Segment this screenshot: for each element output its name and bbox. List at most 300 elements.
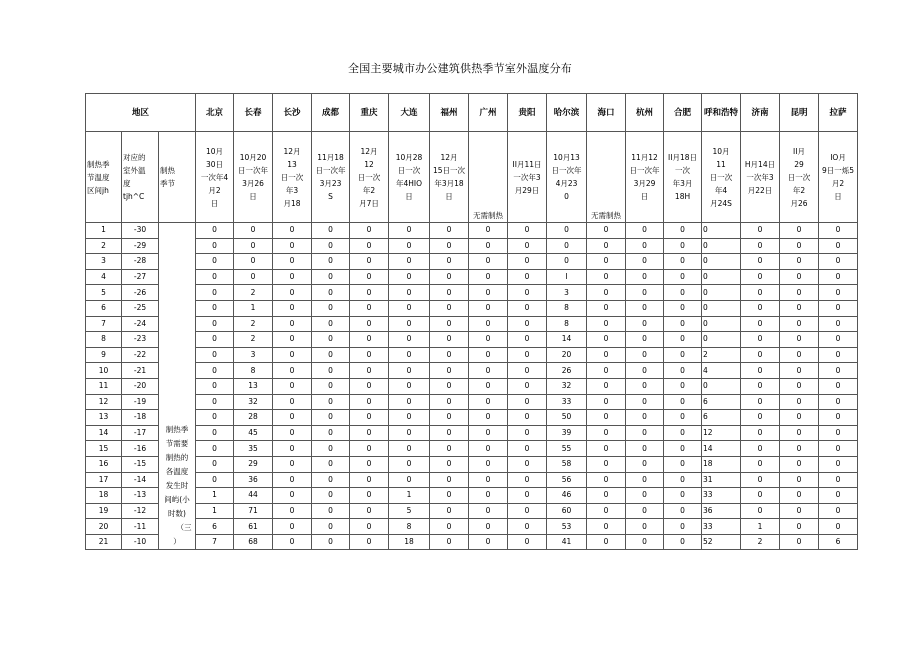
hours-cell: 0	[780, 503, 819, 519]
hours-cell: 0	[273, 316, 312, 332]
hours-cell: 0	[273, 332, 312, 348]
hours-cell: 0	[587, 347, 626, 363]
hours-cell: 0	[196, 332, 234, 348]
hours-cell: 18	[389, 534, 430, 550]
hours-cell: 0	[780, 472, 819, 488]
hours-cell: 0	[626, 269, 664, 285]
hours-cell: 0	[664, 316, 702, 332]
outdoor-temperature: -28	[122, 254, 159, 270]
table-row	[86, 347, 858, 363]
hours-cell: 0	[626, 519, 664, 535]
hours-cell: 0	[780, 254, 819, 270]
hours-cell: 0	[469, 223, 508, 239]
hours-cell: 0	[389, 223, 430, 239]
heating-period-cell: 无需制热	[587, 132, 626, 223]
hours-cell: 0	[350, 254, 389, 270]
hours-cell: 0	[469, 363, 508, 379]
hours-cell: 6	[702, 410, 741, 426]
hours-cell: 0	[273, 285, 312, 301]
hours-cell: 0	[234, 223, 273, 239]
hours-cell: 0	[312, 456, 350, 472]
city-header: 大连	[389, 94, 430, 132]
hours-cell: 33	[702, 488, 741, 504]
heating-period-cell: 无需制热	[469, 132, 508, 223]
heating-season-description: 制热季 节需要 制热的 各温度 发生时 间屿(小 时数) （三 ）	[159, 223, 196, 550]
hours-cell: 0	[508, 332, 547, 348]
hours-cell: 2	[234, 316, 273, 332]
hours-cell: 0	[587, 394, 626, 410]
hours-cell: 0	[312, 519, 350, 535]
hours-cell: 0	[196, 441, 234, 457]
hours-cell: 0	[702, 300, 741, 316]
hours-cell: 0	[819, 332, 858, 348]
hours-cell: 0	[196, 410, 234, 426]
hours-cell: 0	[312, 472, 350, 488]
city-header: 济南	[741, 94, 780, 132]
hours-cell: 0	[780, 441, 819, 457]
hours-cell: 0	[626, 488, 664, 504]
hours-cell: 0	[626, 316, 664, 332]
hours-cell: 5	[389, 503, 430, 519]
city-header: 成都	[312, 94, 350, 132]
hours-cell: 0	[626, 394, 664, 410]
hours-cell: 0	[587, 316, 626, 332]
hours-cell: 0	[780, 394, 819, 410]
hours-cell: 0	[389, 254, 430, 270]
hours-cell: 0	[196, 347, 234, 363]
hours-cell: 0	[350, 363, 389, 379]
document-title: 全国主要城市办公建筑供热季节室外温度分布	[348, 62, 572, 75]
hours-cell: 0	[273, 456, 312, 472]
hours-cell: 0	[508, 472, 547, 488]
hours-cell: 0	[508, 394, 547, 410]
hours-cell: 0	[273, 503, 312, 519]
hours-cell: 0	[196, 223, 234, 239]
interval-index: 12	[86, 394, 122, 410]
hours-cell: 0	[389, 410, 430, 426]
hours-cell: 0	[469, 519, 508, 535]
hours-cell: 0	[508, 456, 547, 472]
hours-cell: 0	[196, 363, 234, 379]
hours-cell: 0	[273, 300, 312, 316]
outdoor-temperature: -14	[122, 472, 159, 488]
hours-cell: 0	[702, 269, 741, 285]
hours-cell: 0	[626, 238, 664, 254]
interval-index: 4	[86, 269, 122, 285]
hours-cell: 0	[664, 503, 702, 519]
hours-cell: 0	[741, 456, 780, 472]
heating-period-cell: H月14日 一次年3 月22日	[741, 132, 780, 223]
hours-cell: 1	[196, 503, 234, 519]
hours-cell: 0	[469, 254, 508, 270]
hours-cell: 0	[350, 332, 389, 348]
city-header: 合肥	[664, 94, 702, 132]
hours-cell: 0	[469, 410, 508, 426]
hours-cell: 0	[430, 378, 469, 394]
heating-period-cell: II月18日 一次 年3月 18H	[664, 132, 702, 223]
hours-cell: 0	[196, 425, 234, 441]
hours-cell: 0	[819, 269, 858, 285]
hours-cell: 0	[702, 332, 741, 348]
city-header: 昆明	[780, 94, 819, 132]
hours-cell: 0	[430, 254, 469, 270]
hours-cell: 0	[780, 456, 819, 472]
hours-cell: 0	[508, 519, 547, 535]
interval-index: 8	[86, 332, 122, 348]
hours-cell: 0	[819, 254, 858, 270]
outdoor-temperature: -12	[122, 503, 159, 519]
hours-cell: 0	[508, 441, 547, 457]
heating-period-cell: 12月 13 日一次 年3 月18	[273, 132, 312, 223]
hours-cell: 2	[234, 285, 273, 301]
hours-cell: 0	[430, 332, 469, 348]
heating-period-cell: 10月 11 日一次 年4 月24S	[702, 132, 741, 223]
heating-period-cell: 10月28 日一次 年4HIO 日	[389, 132, 430, 223]
hours-cell: 0	[587, 503, 626, 519]
hours-cell: 0	[587, 378, 626, 394]
hours-cell: 0	[780, 347, 819, 363]
hours-cell: 0	[196, 269, 234, 285]
hours-cell: 0	[312, 254, 350, 270]
city-header: 长春	[234, 94, 273, 132]
interval-index: 10	[86, 363, 122, 379]
hours-cell: 0	[587, 441, 626, 457]
hours-cell: 0	[469, 534, 508, 550]
table-row	[86, 488, 858, 504]
hours-cell: 0	[312, 378, 350, 394]
table-row	[86, 519, 858, 535]
hours-cell: 0	[430, 300, 469, 316]
hours-cell: 33	[702, 519, 741, 535]
hours-cell: 0	[626, 363, 664, 379]
table-row	[86, 503, 858, 519]
hours-cell: 14	[702, 441, 741, 457]
hours-cell: 33	[547, 394, 587, 410]
hours-cell: 0	[469, 238, 508, 254]
hours-cell: 0	[430, 488, 469, 504]
hours-cell: 0	[389, 300, 430, 316]
hours-cell: 0	[664, 254, 702, 270]
hours-cell: 0	[819, 425, 858, 441]
table-row	[86, 332, 858, 348]
hours-cell: 0	[664, 441, 702, 457]
hours-cell: 0	[273, 534, 312, 550]
hours-cell: 0	[312, 363, 350, 379]
heating-period-cell: II月 29 日一次 年2 月26	[780, 132, 819, 223]
city-header: 贵阳	[508, 94, 547, 132]
hours-cell: 0	[350, 503, 389, 519]
hours-cell: 0	[664, 332, 702, 348]
interval-index: 16	[86, 456, 122, 472]
hours-cell: 6	[702, 394, 741, 410]
hours-cell: 0	[780, 332, 819, 348]
outdoor-temperature: -11	[122, 519, 159, 535]
hours-cell: 0	[312, 347, 350, 363]
hours-cell: 3	[234, 347, 273, 363]
hours-cell: 0	[312, 488, 350, 504]
hours-cell: 0	[430, 534, 469, 550]
hours-cell: 0	[626, 223, 664, 239]
hours-cell: 0	[312, 316, 350, 332]
hours-cell: 0	[196, 316, 234, 332]
hours-cell: 0	[664, 519, 702, 535]
hours-cell: 0	[587, 519, 626, 535]
outdoor-temperature: -20	[122, 378, 159, 394]
hours-cell: 0	[780, 363, 819, 379]
table-row	[86, 363, 858, 379]
hours-cell: 0	[312, 238, 350, 254]
hours-cell: 0	[587, 472, 626, 488]
hours-cell: 60	[547, 503, 587, 519]
hours-cell: 0	[273, 472, 312, 488]
hours-cell: 0	[389, 285, 430, 301]
hours-cell: 0	[508, 285, 547, 301]
hours-cell: 0	[273, 254, 312, 270]
table-row	[86, 534, 858, 550]
hours-cell: 2	[234, 332, 273, 348]
table-row	[86, 410, 858, 426]
hours-cell: 68	[234, 534, 273, 550]
hours-cell: 0	[741, 488, 780, 504]
interval-col-label: 制热季 节温度 区间jh	[86, 132, 122, 223]
hours-cell: 0	[741, 363, 780, 379]
interval-index: 18	[86, 488, 122, 504]
hours-cell: 0	[273, 519, 312, 535]
hours-cell: 0	[234, 238, 273, 254]
hours-cell: 0	[430, 456, 469, 472]
table-row	[86, 472, 858, 488]
hours-cell: 0	[702, 238, 741, 254]
hours-cell: 0	[389, 425, 430, 441]
hours-cell: 0	[350, 534, 389, 550]
hours-cell: 0	[702, 285, 741, 301]
hours-cell: 0	[780, 316, 819, 332]
hours-cell: 0	[196, 378, 234, 394]
outdoor-temperature: -21	[122, 363, 159, 379]
hours-cell: 0	[469, 425, 508, 441]
interval-index: 19	[86, 503, 122, 519]
temperature-table	[85, 93, 858, 550]
hours-cell: 0	[312, 503, 350, 519]
hours-cell: 0	[350, 238, 389, 254]
hours-cell: 0	[702, 378, 741, 394]
hours-cell: 36	[702, 503, 741, 519]
hours-cell: 0	[430, 472, 469, 488]
outdoor-temperature: -18	[122, 410, 159, 426]
hours-cell: 0	[312, 425, 350, 441]
hours-cell: 0	[469, 488, 508, 504]
hours-cell: 0	[819, 238, 858, 254]
hours-cell: 0	[664, 285, 702, 301]
hours-cell: 0	[547, 223, 587, 239]
hours-cell: 0	[626, 410, 664, 426]
temperature-col-label: 对应的 室外温 度 tjh^C	[122, 132, 159, 223]
hours-cell: 0	[508, 378, 547, 394]
hours-cell: 58	[547, 456, 587, 472]
hours-cell: 0	[547, 254, 587, 270]
hours-cell: 0	[780, 378, 819, 394]
hours-cell: 0	[664, 534, 702, 550]
hours-cell: 0	[626, 347, 664, 363]
hours-cell: 0	[587, 363, 626, 379]
hours-cell: 0	[196, 456, 234, 472]
hours-cell: 0	[469, 332, 508, 348]
hours-cell: 0	[508, 347, 547, 363]
hours-cell: 0	[508, 410, 547, 426]
hours-cell: 0	[273, 441, 312, 457]
hours-cell: 8	[389, 519, 430, 535]
hours-cell: 0	[350, 425, 389, 441]
hours-cell: 36	[234, 472, 273, 488]
hours-cell: 0	[780, 519, 819, 535]
hours-cell: 3	[547, 285, 587, 301]
hours-cell: 0	[350, 472, 389, 488]
outdoor-temperature: -23	[122, 332, 159, 348]
hours-cell: 1	[196, 488, 234, 504]
hours-cell: 0	[702, 254, 741, 270]
hours-cell: 0	[469, 269, 508, 285]
hours-cell: 0	[312, 441, 350, 457]
outdoor-temperature: -22	[122, 347, 159, 363]
hours-cell: 0	[780, 223, 819, 239]
hours-cell: 0	[469, 316, 508, 332]
hours-cell: 2	[702, 347, 741, 363]
hours-cell: 0	[819, 363, 858, 379]
hours-cell: 0	[508, 316, 547, 332]
hours-cell: 0	[664, 300, 702, 316]
hours-cell: 1	[741, 519, 780, 535]
hours-cell: 0	[469, 347, 508, 363]
hours-cell: 0	[273, 488, 312, 504]
hours-cell: 0	[469, 441, 508, 457]
hours-cell: 0	[350, 347, 389, 363]
hours-cell: 0	[587, 300, 626, 316]
hours-cell: 0	[430, 238, 469, 254]
hours-cell: 0	[587, 238, 626, 254]
interval-index: 9	[86, 347, 122, 363]
heating-period-cell: 11月18 日一次年 3月23 S	[312, 132, 350, 223]
hours-cell: 7	[196, 534, 234, 550]
hours-cell: 0	[587, 332, 626, 348]
interval-index: 13	[86, 410, 122, 426]
hours-cell: 0	[664, 363, 702, 379]
hours-cell: 0	[780, 285, 819, 301]
city-header: 北京	[196, 94, 234, 132]
hours-cell: 0	[350, 519, 389, 535]
hours-cell: 0	[234, 269, 273, 285]
hours-cell: 6	[819, 534, 858, 550]
hours-cell: 0	[312, 332, 350, 348]
hours-cell: 0	[508, 300, 547, 316]
table-row	[86, 441, 858, 457]
hours-cell: 29	[234, 456, 273, 472]
hours-cell: 0	[350, 410, 389, 426]
hours-cell: 0	[196, 238, 234, 254]
hours-cell: 0	[430, 316, 469, 332]
hours-cell: 0	[508, 363, 547, 379]
hours-cell: 0	[273, 238, 312, 254]
hours-cell: 6	[196, 519, 234, 535]
hours-cell: 0	[312, 300, 350, 316]
hours-cell: 0	[741, 332, 780, 348]
hours-cell: 0	[196, 300, 234, 316]
hours-cell: 0	[587, 223, 626, 239]
interval-index: 21	[86, 534, 122, 550]
hours-cell: 28	[234, 410, 273, 426]
outdoor-temperature: -19	[122, 394, 159, 410]
city-header: 海口	[587, 94, 626, 132]
hours-cell: 8	[547, 316, 587, 332]
hours-cell: 0	[664, 394, 702, 410]
hours-cell: 0	[389, 394, 430, 410]
hours-cell: 0	[430, 394, 469, 410]
hours-cell: 31	[702, 472, 741, 488]
hours-cell: 41	[547, 534, 587, 550]
hours-cell: 2	[741, 534, 780, 550]
heating-period-cell: 10月20 日一次年 3月26 日	[234, 132, 273, 223]
table-row	[86, 300, 858, 316]
hours-cell: 0	[196, 394, 234, 410]
hours-cell: 0	[273, 363, 312, 379]
hours-cell: 0	[389, 347, 430, 363]
hours-cell: 0	[780, 410, 819, 426]
hours-cell: 32	[234, 394, 273, 410]
interval-index: 7	[86, 316, 122, 332]
heating-period-cell: 11月12 日一次年 3月29 日	[626, 132, 664, 223]
hours-cell: 0	[664, 488, 702, 504]
hours-cell: 4	[702, 363, 741, 379]
outdoor-temperature: -24	[122, 316, 159, 332]
hours-cell: 14	[547, 332, 587, 348]
hours-cell: 0	[389, 441, 430, 457]
table-row	[86, 425, 858, 441]
hours-cell: 0	[741, 316, 780, 332]
outdoor-temperature: -30	[122, 223, 159, 239]
hours-cell: 0	[430, 347, 469, 363]
hours-cell: 52	[702, 534, 741, 550]
hours-cell: 0	[587, 410, 626, 426]
hours-cell: 0	[196, 472, 234, 488]
hours-cell: 0	[469, 472, 508, 488]
hours-cell: 1	[389, 488, 430, 504]
hours-cell: 0	[273, 223, 312, 239]
hours-cell: 0	[741, 410, 780, 426]
city-header: 福州	[430, 94, 469, 132]
heating-period-cell: IO月 9日一烁5 月2 日	[819, 132, 858, 223]
hours-cell: 0	[626, 285, 664, 301]
hours-cell: 61	[234, 519, 273, 535]
hours-cell: 0	[350, 269, 389, 285]
hours-cell: 0	[702, 316, 741, 332]
hours-cell: 0	[780, 425, 819, 441]
hours-cell: 0	[819, 410, 858, 426]
heating-period-cell: II月11日 一次年3 月29日	[508, 132, 547, 223]
hours-cell: 0	[664, 269, 702, 285]
hours-cell: 0	[626, 534, 664, 550]
table-row	[86, 238, 858, 254]
hours-cell: 13	[234, 378, 273, 394]
hours-cell: 8	[547, 300, 587, 316]
interval-index: 2	[86, 238, 122, 254]
hours-cell: 0	[312, 285, 350, 301]
hours-cell: 0	[508, 488, 547, 504]
outdoor-temperature: -17	[122, 425, 159, 441]
hours-cell: 0	[587, 269, 626, 285]
hours-cell: 0	[664, 347, 702, 363]
hours-cell: 0	[430, 503, 469, 519]
hours-cell: 1	[234, 300, 273, 316]
hours-cell: 0	[508, 425, 547, 441]
